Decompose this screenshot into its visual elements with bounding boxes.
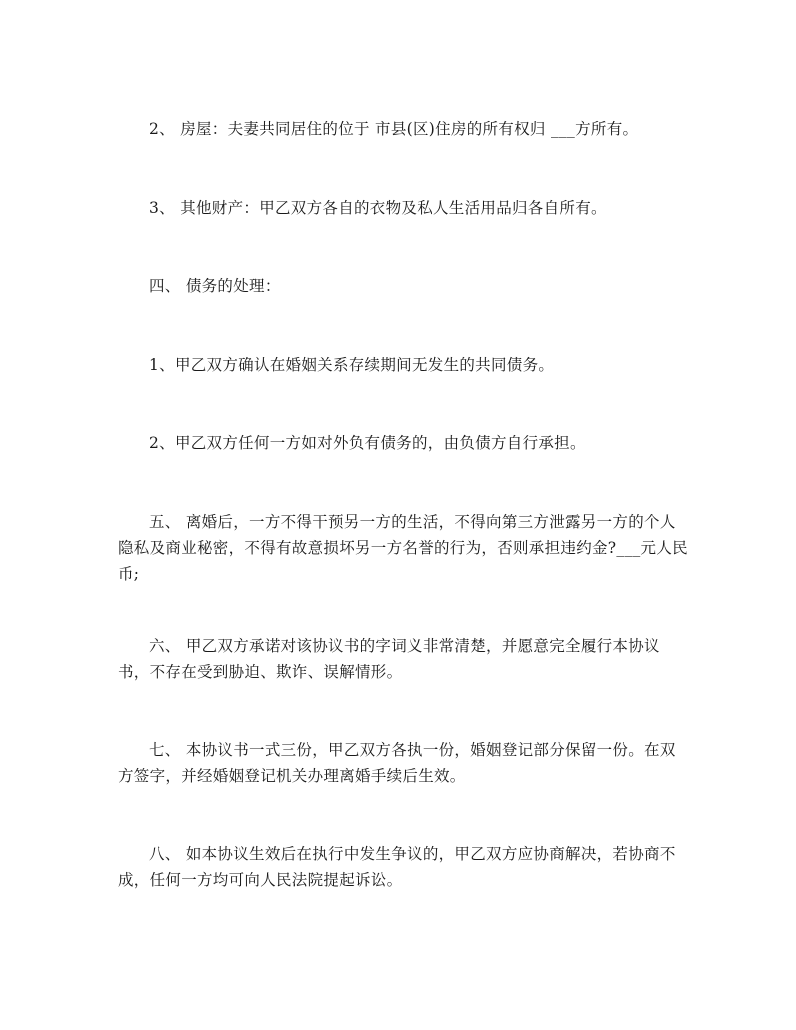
paragraph-line: 方签字，并经婚姻登记机关办理离婚手续后生效。 — [118, 767, 466, 785]
paragraph-debt-1 — [118, 352, 688, 378]
paragraph-line: 3、 其他财产：甲乙双方各自的衣物及私人生活用品归各自所有。 — [149, 199, 607, 217]
paragraph-other-property — [118, 195, 688, 221]
paragraph-house — [118, 116, 688, 142]
paragraph-line: 隐私及商业秘密，不得有故意损坏另一方名誉的行为，否则承担违约金?___元人民 — [118, 539, 688, 557]
paragraph-line: 书，不存在受到胁迫、欺诈、误解情形。 — [118, 663, 403, 681]
paragraph-line: 七、 本协议书一式三份，甲乙双方各执一份，婚姻登记部分保留一份。在双 — [149, 741, 676, 759]
paragraph-debt-2 — [118, 430, 688, 456]
paragraph-line: 2、 房屋：夫妻共同居住的位于 市县(区)住房的所有权归 ___方所有。 — [149, 120, 639, 138]
paragraph-line: 2、甲乙双方任何一方如对外负有债务的，由负债方自行承担。 — [149, 434, 586, 452]
paragraph-line: 1、甲乙双方确认在婚姻关系存续期间无发生的共同债务。 — [149, 356, 555, 374]
paragraph-line: 六、 甲乙双方承诺对该协议书的字词义非常清楚，并愿意完全履行本协议 — [149, 637, 660, 655]
paragraph-line: 八、 如本协议生效后在执行中发生争议的，甲乙双方应协商解决，若协商不 — [149, 845, 676, 863]
paragraph-line: 四、 债务的处理： — [149, 277, 281, 295]
paragraph-section-7 — [118, 737, 688, 789]
section-heading-debts — [118, 273, 688, 299]
paragraph-line: 成，任何一方均可向人民法院提起诉讼。 — [118, 871, 403, 889]
paragraph-line: 五、 离婚后，一方不得干预另一方的生活，不得向第三方泄露另一方的个人 — [149, 513, 676, 531]
paragraph-section-6 — [118, 633, 688, 685]
paragraph-section-5 — [118, 509, 688, 587]
paragraph-section-8 — [118, 841, 688, 893]
paragraph-line: 币; — [118, 565, 140, 583]
